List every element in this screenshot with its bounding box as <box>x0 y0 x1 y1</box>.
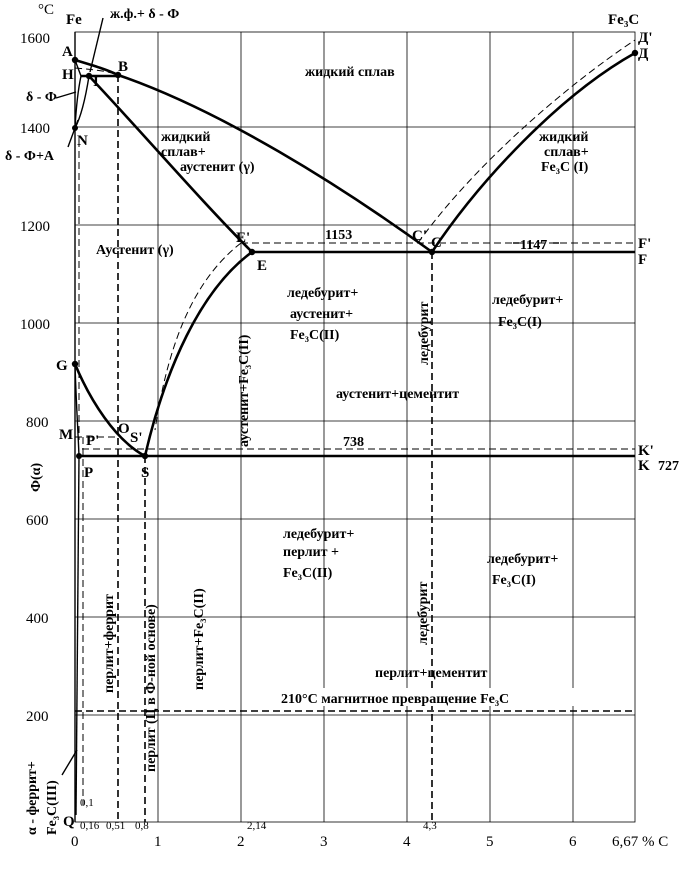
label-austenite-cementite: аустенит+цементит <box>336 387 460 402</box>
label-austenite-fe3c-ii: аустенит+Fe₃C(II) <box>237 334 252 447</box>
y-tick-1200: 1200 <box>20 219 50 235</box>
label-pearlite-fe3c-ii: перлит+Fe₃C(II) <box>192 588 207 690</box>
y-tick-600: 600 <box>26 513 49 529</box>
temp-727: 727 <box>658 459 679 474</box>
y-tick-1600: 1600 <box>20 31 50 47</box>
x-unit-label: 6,67 % C <box>612 834 669 850</box>
x-tick-0: 0 <box>71 834 79 850</box>
label-n: N <box>77 133 88 149</box>
x-tick-3: 3 <box>320 834 328 850</box>
label-m: M <box>59 427 74 443</box>
label-led-fe3c-lo-1: ледебурит+ <box>487 552 559 567</box>
x-tick-6: 6 <box>569 834 577 850</box>
label-fe3c-top: Fe₃C <box>608 12 640 28</box>
label-o: O <box>118 421 130 437</box>
label-led-perl-1: ледебурит+ <box>283 527 355 542</box>
label-austenite: Аустенит (γ) <box>96 243 174 258</box>
label-magnetic-transition: 210°C магнитное превращение Fe₃C <box>281 692 510 707</box>
label-a: A <box>62 44 73 60</box>
x-tick-5: 5 <box>486 834 494 850</box>
y-axis-labels <box>20 2 54 725</box>
y-unit-label: °C <box>38 2 55 18</box>
temp-1147: 1147 <box>520 238 548 253</box>
label-liquid: жидкий сплав <box>305 65 395 80</box>
label-alpha-ferrite: α - феррит+ <box>25 761 40 835</box>
label-led-fe3c-hi-1: ледебурит+ <box>492 293 564 308</box>
region-labels <box>5 7 604 707</box>
label-e: E <box>257 258 268 274</box>
label-q: Q <box>63 814 75 830</box>
label-pearlite-ferritic-base: перлит (Ц в Ф-ной основе) <box>144 604 159 772</box>
label-f-prime: F' <box>638 236 652 252</box>
label-delta-ferrite-austenite: δ - Ф+А <box>5 149 55 164</box>
label-pearlite-ferrite: перлит+феррит <box>102 594 117 693</box>
temperature-labels <box>325 228 679 474</box>
temp-1153: 1153 <box>325 228 353 243</box>
label-liq-fe3c-2: сплав+ <box>544 145 589 160</box>
y-tick-800: 800 <box>26 415 49 431</box>
y-tick-1000: 1000 <box>20 317 50 333</box>
label-liq-aus-2: сплав+ <box>161 145 206 160</box>
label-s-prime: S' <box>130 430 143 446</box>
y-tick-400: 400 <box>26 611 49 627</box>
y-tick-1400: 1400 <box>20 121 50 137</box>
label-liq-fe3c-3: Fe₃C (I) <box>541 160 589 175</box>
x-mark-0-16: 0,16 <box>80 820 100 832</box>
label-led-fe3c-lo-2: Fe₃C(I) <box>492 573 536 588</box>
label-fe3c-iii: Fe₃C(III) <box>45 780 60 835</box>
x-mark-0-8: 0,8 <box>135 820 149 832</box>
label-s: S <box>141 465 150 481</box>
label-k-prime: K' <box>638 443 654 459</box>
x-mark-0-51: 0,51 <box>106 820 126 832</box>
label-i: I <box>93 74 99 90</box>
label-e-prime: E' <box>236 230 251 246</box>
vertical-region-labels <box>25 302 432 835</box>
label-ledeburite-hi: ледебурит <box>417 301 432 365</box>
y-tick-200: 200 <box>26 709 49 725</box>
x-tick-4: 4 <box>403 834 411 850</box>
x-tick-1: 1 <box>154 834 162 850</box>
label-liq-aus-1: жидкий <box>161 130 211 145</box>
label-led-perl-2: перлит + <box>283 545 339 560</box>
label-b: B <box>118 59 129 75</box>
label-led-aus-3: Fe₃C(II) <box>290 328 340 343</box>
label-liq-aus-3: аустенит (γ) <box>180 160 255 175</box>
x-tick-2: 2 <box>237 834 245 850</box>
label-pearlite-cementite: перлит+цементит <box>375 666 488 681</box>
label-liquid-delta: ж.ф.+ δ - Ф <box>110 7 180 22</box>
label-g: G <box>56 358 68 374</box>
label-k: K <box>638 458 650 474</box>
temp-738: 738 <box>343 435 364 450</box>
label-delta-ferrite: δ - Ф <box>26 90 57 105</box>
label-c: C <box>431 235 442 251</box>
label-led-aus-2: аустенит+ <box>290 307 354 322</box>
label-c-prime: C' <box>412 228 427 244</box>
label-d-prime: Д' <box>638 30 653 46</box>
label-h: H <box>62 67 74 83</box>
label-ferrite-alpha: Ф(α) <box>29 462 44 492</box>
label-liq-fe3c-1: жидкий <box>539 130 589 145</box>
x-mark-4-3: 4,3 <box>423 820 437 832</box>
x-axis-labels <box>71 797 668 850</box>
label-d: Д <box>638 46 649 62</box>
label-f: F <box>638 252 648 268</box>
label-led-aus-1: ледебурит+ <box>287 286 359 301</box>
label-p-prime: P' <box>86 433 100 449</box>
label-led-fe3c-hi-2: Fe₃C(I) <box>498 315 542 330</box>
label-fe: Fe <box>66 12 82 28</box>
label-ledeburite-lo: ледебурит <box>416 581 431 645</box>
x-mark-0-1: 0,1 <box>80 797 94 809</box>
x-mark-2-14: 2,14 <box>247 820 267 832</box>
label-p: P <box>84 465 94 481</box>
label-led-perl-3: Fe₃C(II) <box>283 566 333 581</box>
